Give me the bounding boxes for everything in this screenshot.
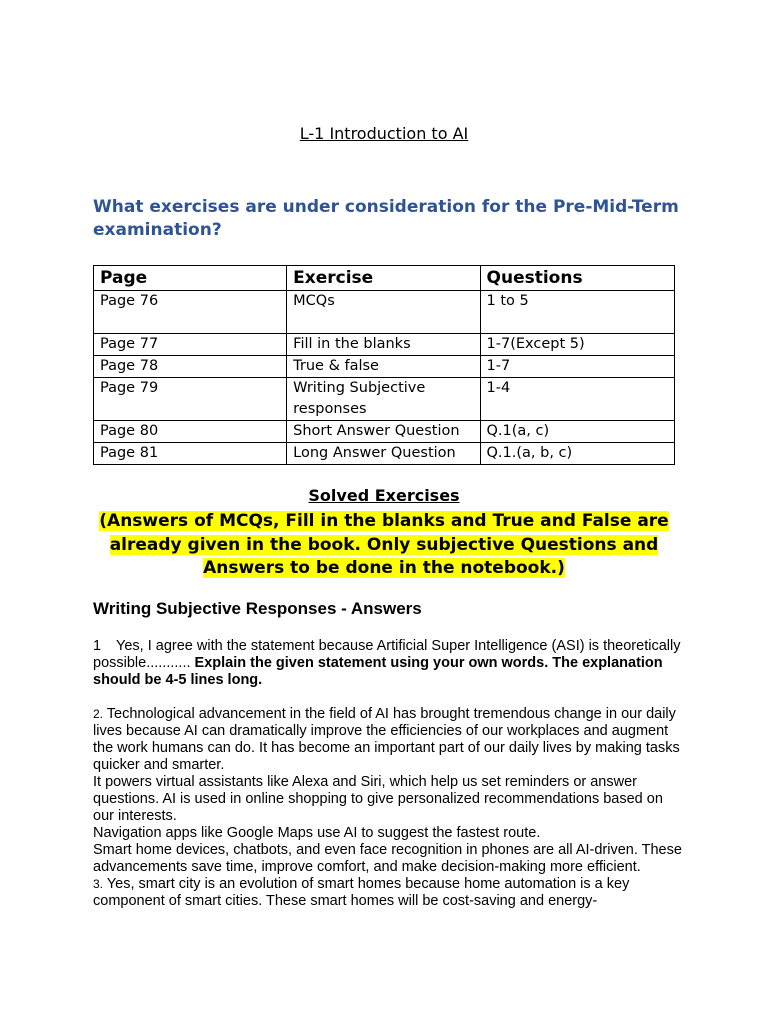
section-heading: Writing Subjective Responses - Answers [93,599,422,618]
cell-questions: Q.1(a, c) [480,421,674,443]
cell-questions: 1-7 [480,356,674,378]
answer-1 [93,638,683,689]
cell-page: Page 79 [94,378,287,421]
answer-paragraph: It powers virtual assistants like Alexa and Siri, which help us set reminders or answer questions. AI is used in online shopping to give personalized recommendations based on our interests. [93,774,663,824]
header-exercise: Exercise [287,266,480,291]
table-row [94,378,675,421]
cell-exercise: Short Answer Question [287,421,480,443]
table-row [94,443,675,465]
answer-number: 1 [93,638,102,654]
table-row [94,291,675,334]
exam-question-heading: What exercises are under consideration for the Pre-Mid-Term examination? [93,197,679,240]
table-header-row [94,266,675,291]
cell-exercise: Long Answer Question [287,443,480,465]
answer-instruction: Explain the given statement using your own words. The explanation should be 4-5 lines long. [93,655,663,688]
answer-paragraph: Navigation apps like Google Maps use AI to suggest the fastest route. [93,825,541,841]
answer-2 [93,706,683,774]
answer-text: Technological advancement in the field of AI has brought tremendous change in our daily lives because AI can dramatically improve the efficiencies of our workplaces and augment the work humans can do. It has become an important part of our daily lives by making tasks quicker and smarter. [93,706,680,773]
cell-page: Page 81 [94,443,287,465]
cell-exercise: MCQs [287,291,480,334]
cell-questions: 1 to 5 [480,291,674,334]
answer-text: Yes, I agree with the statement because Artificial Super Intelligence (ASI) is theoretically possible........... [93,638,681,671]
answer-paragraph: Smart home devices, chatbots, and even face recognition in phones are all AI-driven. These advancements save time, improve comfort, and make decision-making more efficient. [93,842,682,875]
answer-3 [93,876,683,910]
cell-page: Page 80 [94,421,287,443]
highlighted-text: (Answers of MCQs, Fill in the blanks and True and False are already given in the book. Only subjective Questions and Answers to be done in the notebook.) [99,511,669,578]
header-questions: Questions [480,266,674,291]
cell-page: Page 77 [94,334,287,356]
cell-questions: Q.1.(a, b, c) [480,443,674,465]
cell-exercise: Fill in the blanks [287,334,480,356]
table-row [94,421,675,443]
cell-questions: 1-7(Except 5) [480,334,674,356]
highlight-note [88,510,680,581]
exercise-table [93,265,675,465]
answer-text: Yes, smart city is an evolution of smart homes because home automation is a key component of smart cities. These smart homes will be cost-saving and energy- [93,876,630,909]
answer-number: 3. [93,877,104,891]
cell-exercise: Writing Subjective responses [287,378,480,421]
header-page: Page [94,266,287,291]
cell-exercise: True & false [287,356,480,378]
solved-exercises-heading: Solved Exercises [308,486,460,505]
cell-questions: 1-4 [480,378,674,421]
answer-number: 2. [93,707,104,721]
table-row [94,356,675,378]
cell-page: Page 76 [94,291,287,334]
page-title: L-1 Introduction to AI [299,124,469,143]
cell-page: Page 78 [94,356,287,378]
answers-body [93,638,683,910]
table-row [94,334,675,356]
